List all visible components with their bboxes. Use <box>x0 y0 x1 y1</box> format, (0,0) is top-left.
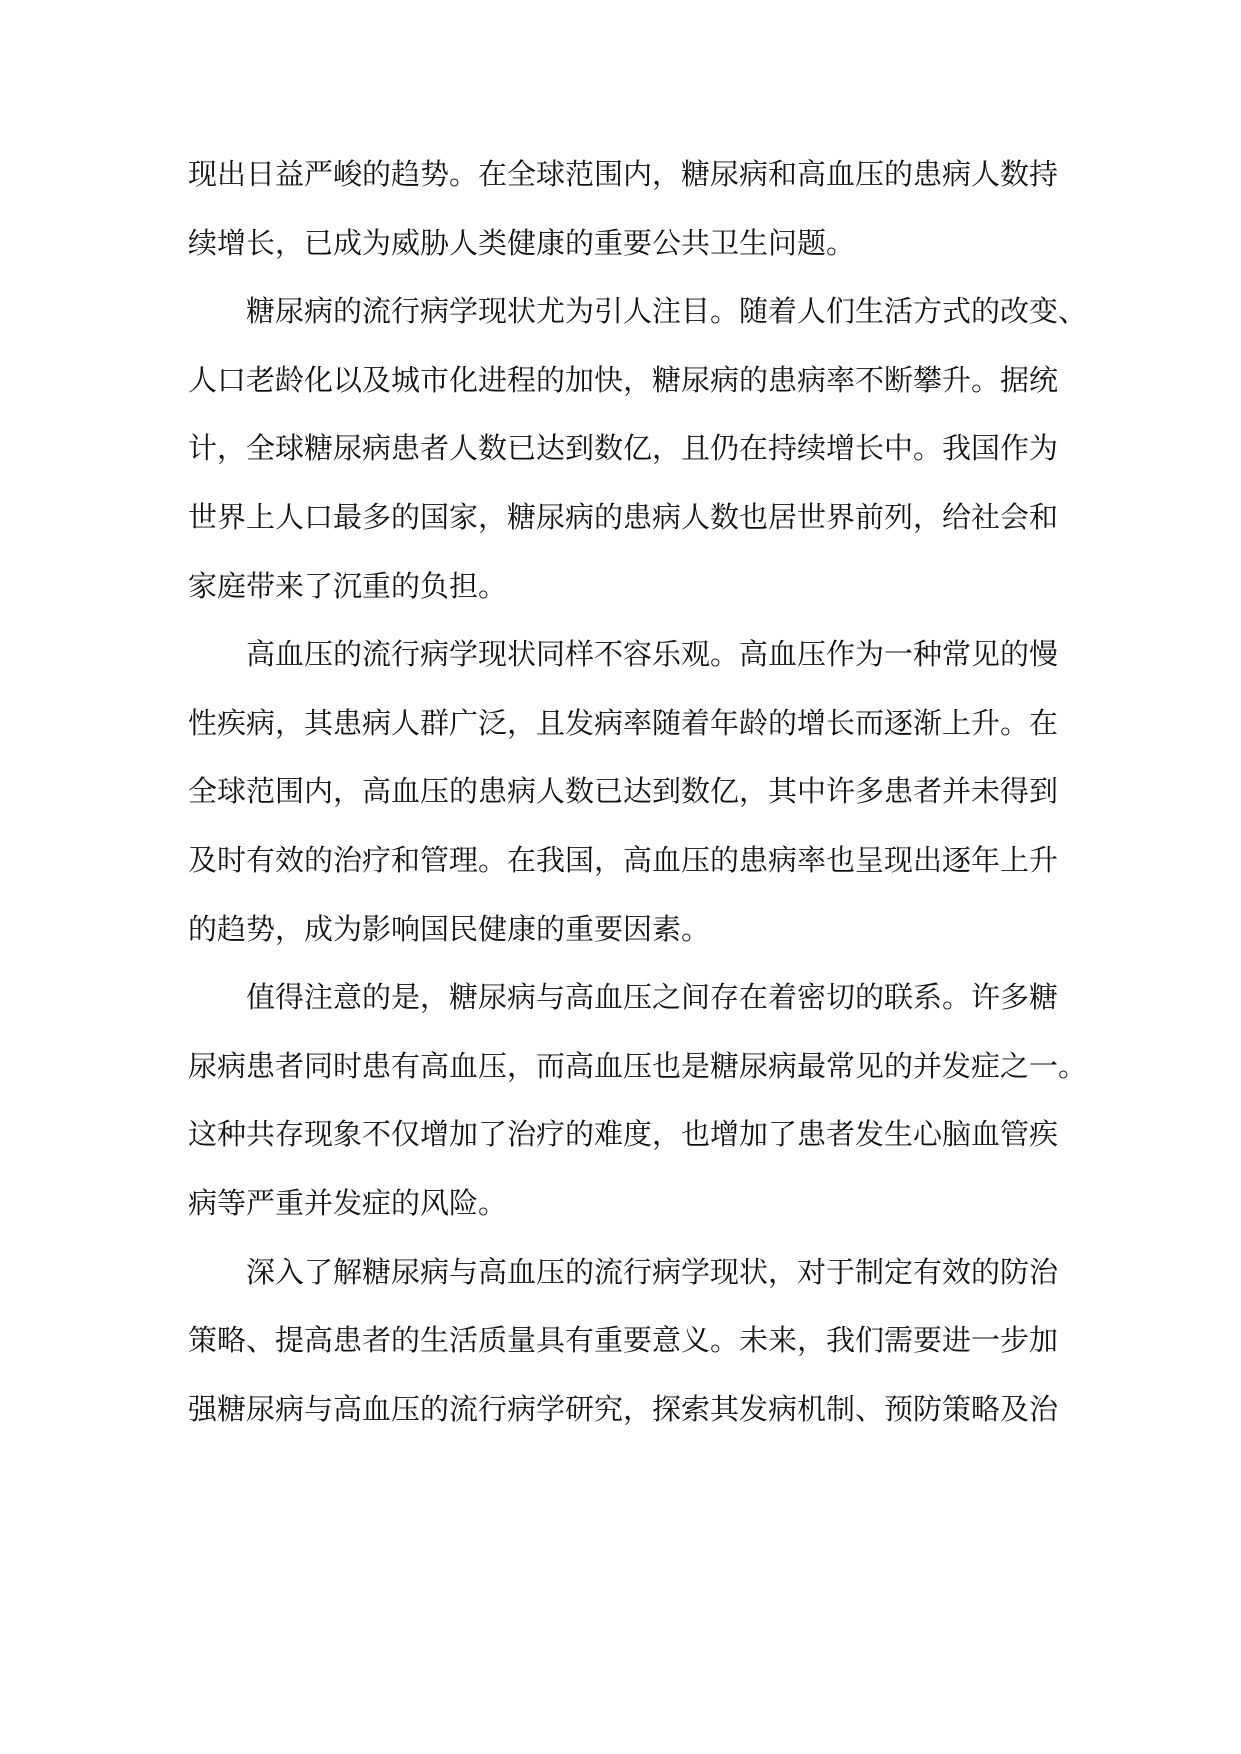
text-line: 糖尿病的流行病学现状尤为引人注目。随着人们生活方式的改变、 <box>246 294 1088 329</box>
text-line: 性疾病，其患病人群广泛，且发病率随着年龄的增长而逐渐上升。在 <box>188 705 1059 740</box>
text-line: 尿病患者同时患有高血压，而高血压也是糖尿病最常见的并发症之一。 <box>188 1048 1088 1083</box>
text-line: 计，全球糖尿病患者人数已达到数亿，且仍在持续增长中。我国作为 <box>188 431 1059 466</box>
text-line: 人口老龄化以及城市化进程的加快，糖尿病的患病率不断攀升。据统 <box>188 362 1059 397</box>
text-line: 值得注意的是，糖尿病与高血压之间存在着密切的联系。许多糖 <box>246 980 1059 1015</box>
text-line: 现出日益严峻的趋势。在全球范围内，糖尿病和高血压的患病人数持 <box>188 157 1059 191</box>
text-line: 家庭带来了沉重的负担。 <box>188 568 508 603</box>
text-line: 策略、提高患者的生活质量具有重要意义。未来，我们需要进一步加 <box>188 1323 1059 1358</box>
text-line: 世界上人口最多的国家，糖尿病的患病人数也居世界前列，给社会和 <box>188 499 1059 534</box>
text-line: 续增长，已成为威胁人类健康的重要公共卫生问题。 <box>188 225 856 260</box>
text-line: 的趋势，成为影响国民健康的重要因素。 <box>188 911 711 946</box>
text-line: 强糖尿病与高血压的流行病学研究，探索其发病机制、预防策略及治 <box>188 1391 1059 1426</box>
text-line: 全球范围内，高血压的患病人数已达到数亿，其中许多患者并未得到 <box>188 774 1059 809</box>
text-line: 及时有效的治疗和管理。在我国，高血压的患病率也呈现出逐年上升 <box>188 842 1059 877</box>
text-line: 深入了解糖尿病与高血压的流行病学现状，对于制定有效的防治 <box>246 1254 1059 1289</box>
document-body <box>188 140 1088 1443</box>
text-line: 这种共存现象不仅增加了治疗的难度，也增加了患者发生心脑血管疾 <box>188 1117 1059 1152</box>
text-line: 病等严重并发症的风险。 <box>188 1185 508 1220</box>
text-line: 高血压的流行病学现状同样不容乐观。高血压作为一种常见的慢 <box>246 637 1059 672</box>
